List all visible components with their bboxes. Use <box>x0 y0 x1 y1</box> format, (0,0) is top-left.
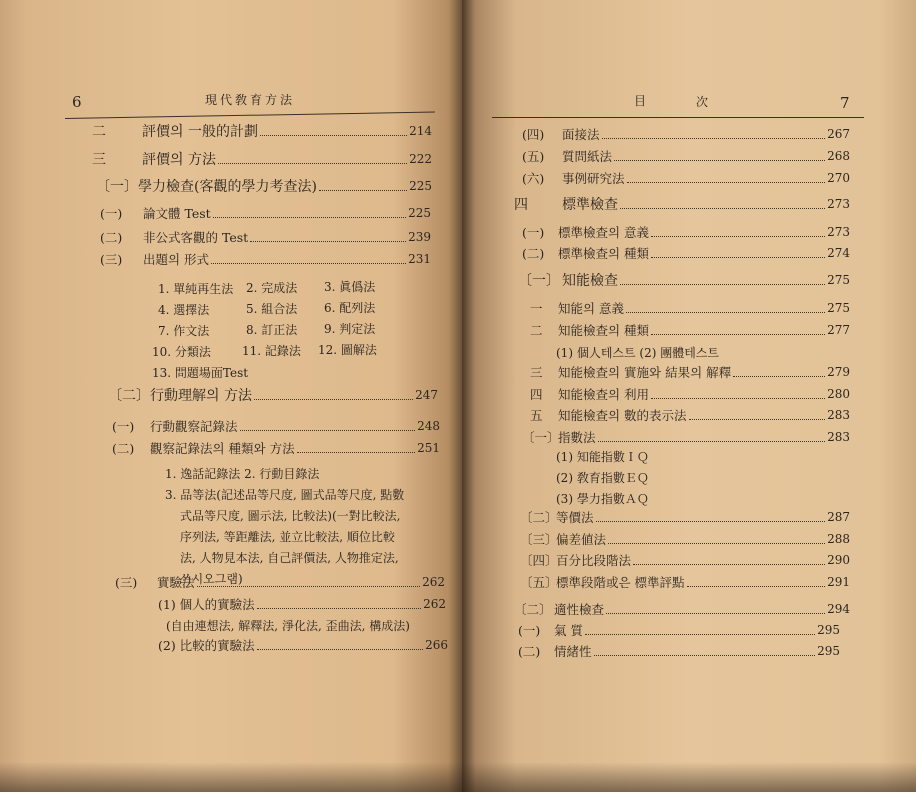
form-item: 10. 分類法 <box>152 345 211 359</box>
toc-entry <box>92 149 432 169</box>
entry-marker: (三) <box>100 252 123 267</box>
entry-title: 標準檢查 <box>562 197 618 213</box>
dot-leader <box>627 182 826 183</box>
form-item: 5. 組合法 <box>246 302 298 316</box>
form-item: 8. 訂正法 <box>246 323 298 337</box>
dot-leader <box>250 241 406 242</box>
toc-entry <box>522 168 850 188</box>
entry-marker: 〔二〕 <box>514 602 552 617</box>
entry-page: 287 <box>827 510 850 524</box>
entry-marker: (三) <box>115 575 138 590</box>
dot-leader <box>687 586 826 587</box>
entry-marker: 三 <box>530 365 543 380</box>
entry-title: 百分比段階法 <box>556 553 632 568</box>
entry-marker: 二 <box>92 124 106 140</box>
entry-title: (1) 個人的實驗法 <box>158 597 255 612</box>
entry-title: 評價의 一般的計劃 <box>142 124 258 140</box>
entry-marker: 〔四〕 <box>520 553 558 568</box>
entry-title: 行動理解의 方法 <box>150 388 252 404</box>
toc-entry <box>108 385 438 405</box>
toc-entry <box>96 176 432 196</box>
toc-entry <box>514 194 850 214</box>
toc-entry <box>518 641 840 661</box>
entry-title: 情緒性 <box>554 644 592 659</box>
entry-marker: 〔三〕 <box>520 532 558 547</box>
dot-leader <box>620 284 825 285</box>
entry-marker: 三 <box>92 152 106 168</box>
entry-page: 214 <box>409 124 432 138</box>
entry-marker: 〔一〕 <box>522 430 560 445</box>
entry-title: 學力檢查(客觀的學力考查法) <box>138 179 317 195</box>
entry-title: 論文體 Test <box>143 206 211 221</box>
toc-entry <box>158 594 446 614</box>
kinds-note: (1) 個人테스트 (2) 團體테스트 <box>556 346 719 360</box>
header-rule <box>492 117 864 118</box>
dot-leader <box>689 419 826 420</box>
toc-entry <box>522 222 850 242</box>
toc-entry <box>112 416 440 436</box>
entry-page: 275 <box>827 301 850 315</box>
method-line: 法, 人物見本法, 自己評價法, 人物推定法, <box>180 551 399 565</box>
entry-page: 283 <box>827 430 850 444</box>
entry-page: 279 <box>827 365 850 379</box>
entry-title: 觀察記錄法의 種類와 方法 <box>150 441 295 456</box>
entry-page: 283 <box>827 408 850 422</box>
entry-page: 294 <box>827 602 850 616</box>
entry-marker: (二) <box>112 441 135 456</box>
form-item: 7. 作文法 <box>158 324 210 338</box>
form-item: 2. 完成法 <box>246 281 298 295</box>
dot-leader <box>594 655 816 656</box>
entry-title: 知能檢查의 數的表示法 <box>558 408 687 423</box>
toc-entry <box>522 124 850 144</box>
entry-title: 適性檢查 <box>554 602 605 617</box>
right-page <box>462 0 916 792</box>
index-item: (2) 敎育指數ＥＱ <box>556 471 649 485</box>
entry-marker: 〔二〕 <box>520 510 558 525</box>
toc-entry <box>530 405 850 425</box>
entry-page: 222 <box>409 152 432 166</box>
form-item: 6. 配列法 <box>324 301 376 315</box>
running-head: 現代敎育方法 <box>205 93 296 107</box>
entry-title: (2) 比較的實驗法 <box>158 638 255 653</box>
entry-page: 273 <box>827 197 850 211</box>
page-shadow <box>462 762 916 792</box>
entry-page: 262 <box>422 575 445 589</box>
toc-entry <box>530 384 850 404</box>
entry-title: 標準段階或은 標準評點 <box>556 575 685 590</box>
dot-leader <box>240 430 416 431</box>
entry-page: 290 <box>827 553 850 567</box>
toc-entry <box>520 507 850 527</box>
entry-marker: (五) <box>522 149 545 164</box>
entry-marker: 二 <box>530 323 543 338</box>
toc-entry <box>530 362 850 382</box>
page-number: 7 <box>840 94 850 112</box>
toc-entry <box>514 599 850 619</box>
dot-leader <box>602 138 826 139</box>
entry-title: 知能의 意義 <box>558 301 625 316</box>
entry-marker: (一) <box>518 623 541 638</box>
entry-marker: 〔一〕 <box>518 273 560 289</box>
entry-page: 251 <box>417 441 440 455</box>
entry-page: 280 <box>827 387 850 401</box>
dot-leader <box>257 608 421 609</box>
toc-entry <box>518 620 840 640</box>
entry-title: 知能檢查 <box>562 273 618 289</box>
running-head-left: 目 <box>634 94 650 108</box>
entry-page: 274 <box>827 246 850 260</box>
entry-title: 實驗法 <box>157 575 195 590</box>
method-line: 1. 逸話記錄法 2. 行動目錄法 <box>165 467 320 481</box>
entry-page: 266 <box>425 638 448 652</box>
toc-entry <box>112 438 440 458</box>
dot-leader <box>733 376 825 377</box>
method-line: 3. 品等法(記述品等尺度, 圖式品等尺度, 點數 <box>165 488 405 502</box>
entry-title: 氣 質 <box>554 623 583 638</box>
dot-leader <box>633 564 825 565</box>
dot-leader <box>319 190 407 191</box>
entry-title: 非公式客觀的 Test <box>143 230 249 245</box>
form-item: 1. 單純再生法 <box>158 282 234 296</box>
page-shadow <box>0 762 462 792</box>
entry-marker: (一) <box>112 419 135 434</box>
dot-leader <box>213 217 406 218</box>
entry-title: 指數法 <box>558 430 596 445</box>
entry-marker: (一) <box>100 206 123 221</box>
entry-title: 知能檢查의 利用 <box>558 387 650 402</box>
dot-leader <box>254 399 413 400</box>
form-item: 3. 眞僞法 <box>324 280 376 294</box>
method-line: 序列法, 等距離法, 並立比較法, 順位比較 <box>180 530 395 544</box>
form-item: 13. 問題場面Test <box>152 366 249 380</box>
toc-entry <box>115 572 445 592</box>
dot-leader <box>651 236 825 237</box>
form-item: 4. 選擇法 <box>158 303 210 317</box>
experiment-note: (自由連想法, 解釋法, 淨化法, 歪曲法, 構成法) <box>166 619 410 633</box>
entry-title: 標準檢查의 意義 <box>558 225 650 240</box>
dot-leader <box>596 521 826 522</box>
dot-leader <box>197 586 421 587</box>
toc-entry <box>158 635 448 655</box>
toc-entry <box>520 550 850 570</box>
entry-title: 知能檢查의 種類 <box>558 323 650 338</box>
entry-marker: 五 <box>530 408 543 423</box>
entry-page: 295 <box>817 623 840 637</box>
entry-marker: 四 <box>530 387 543 402</box>
toc-entry <box>518 270 850 290</box>
entry-page: 288 <box>827 532 850 546</box>
entry-page: 275 <box>827 273 850 287</box>
toc-entry <box>92 121 432 141</box>
entry-page: 225 <box>408 206 431 220</box>
entry-marker: (四) <box>522 127 545 142</box>
dot-leader <box>608 543 825 544</box>
entry-marker: 〔五〕 <box>520 575 558 590</box>
toc-entry <box>100 203 431 223</box>
entry-marker: (二) <box>522 246 545 261</box>
entry-marker: (二) <box>518 644 541 659</box>
dot-leader <box>260 135 407 136</box>
entry-title: 行動觀察記錄法 <box>150 419 238 434</box>
toc-entry <box>530 320 850 340</box>
dot-leader <box>626 312 825 313</box>
entry-title: 等價法 <box>556 510 594 525</box>
entry-page: 273 <box>827 225 850 239</box>
entry-page: 231 <box>408 252 431 266</box>
dot-leader <box>585 634 815 635</box>
page-number: 6 <box>72 93 82 111</box>
toc-entry <box>530 298 850 318</box>
dot-leader <box>651 257 825 258</box>
index-item: (1) 知能指數ＩＱ <box>556 450 649 464</box>
dot-leader <box>218 163 407 164</box>
entry-page: 248 <box>417 419 440 433</box>
entry-marker: (二) <box>100 230 123 245</box>
form-item: 9. 判定法 <box>324 322 376 336</box>
entry-marker: (六) <box>522 171 545 186</box>
dot-leader <box>651 398 825 399</box>
dot-leader <box>598 441 826 442</box>
entry-title: 偏差値法 <box>556 532 607 547</box>
entry-page: 295 <box>817 644 840 658</box>
dot-leader <box>257 649 423 650</box>
entry-page: 262 <box>423 597 446 611</box>
entry-page: 277 <box>827 323 850 337</box>
entry-title: 事例研究法 <box>562 171 625 186</box>
dot-leader <box>211 263 406 264</box>
entry-page: 270 <box>827 171 850 185</box>
toc-entry <box>100 227 431 247</box>
entry-title: 面接法 <box>562 127 600 142</box>
toc-entry <box>522 243 850 263</box>
entry-marker: 〔一〕 <box>96 179 138 195</box>
entry-marker: 四 <box>514 197 528 213</box>
entry-title: 出題의 形式 <box>143 252 210 267</box>
dot-leader <box>297 452 415 453</box>
dot-leader <box>606 613 825 614</box>
dot-leader <box>651 334 825 335</box>
entry-title: 評價의 方法 <box>142 152 216 168</box>
dot-leader <box>614 160 825 161</box>
method-line: 式品等尺度, 圖示法, 比較法)(一對比較法, <box>180 509 401 523</box>
entry-title: 標準檢查의 種類 <box>558 246 650 261</box>
entry-page: 268 <box>827 149 850 163</box>
toc-entry <box>522 427 850 447</box>
toc-entry <box>520 572 850 592</box>
entry-marker: 〔二〕 <box>108 388 150 404</box>
form-item: 12. 圖解法 <box>318 343 377 357</box>
index-item: (3) 學力指數ＡＱ <box>556 492 649 506</box>
entry-page: 239 <box>408 230 431 244</box>
header-rule <box>65 112 435 119</box>
dot-leader <box>620 208 825 209</box>
form-item: 11. 記錄法 <box>242 344 301 358</box>
toc-entry <box>520 529 850 549</box>
toc-entry <box>522 146 850 166</box>
entry-page: 225 <box>409 179 432 193</box>
entry-page: 267 <box>827 127 850 141</box>
entry-title: 知能檢查의 實施와 結果의 解釋 <box>558 365 732 380</box>
entry-title: 質問紙法 <box>562 149 613 164</box>
entry-page: 247 <box>415 388 438 402</box>
entry-marker: (一) <box>522 225 545 240</box>
entry-page: 291 <box>827 575 850 589</box>
entry-marker: 一 <box>530 301 543 316</box>
running-head-right: 次 <box>696 95 712 109</box>
method-line: 쓰시오그램) <box>180 572 243 586</box>
toc-entry <box>100 249 431 269</box>
